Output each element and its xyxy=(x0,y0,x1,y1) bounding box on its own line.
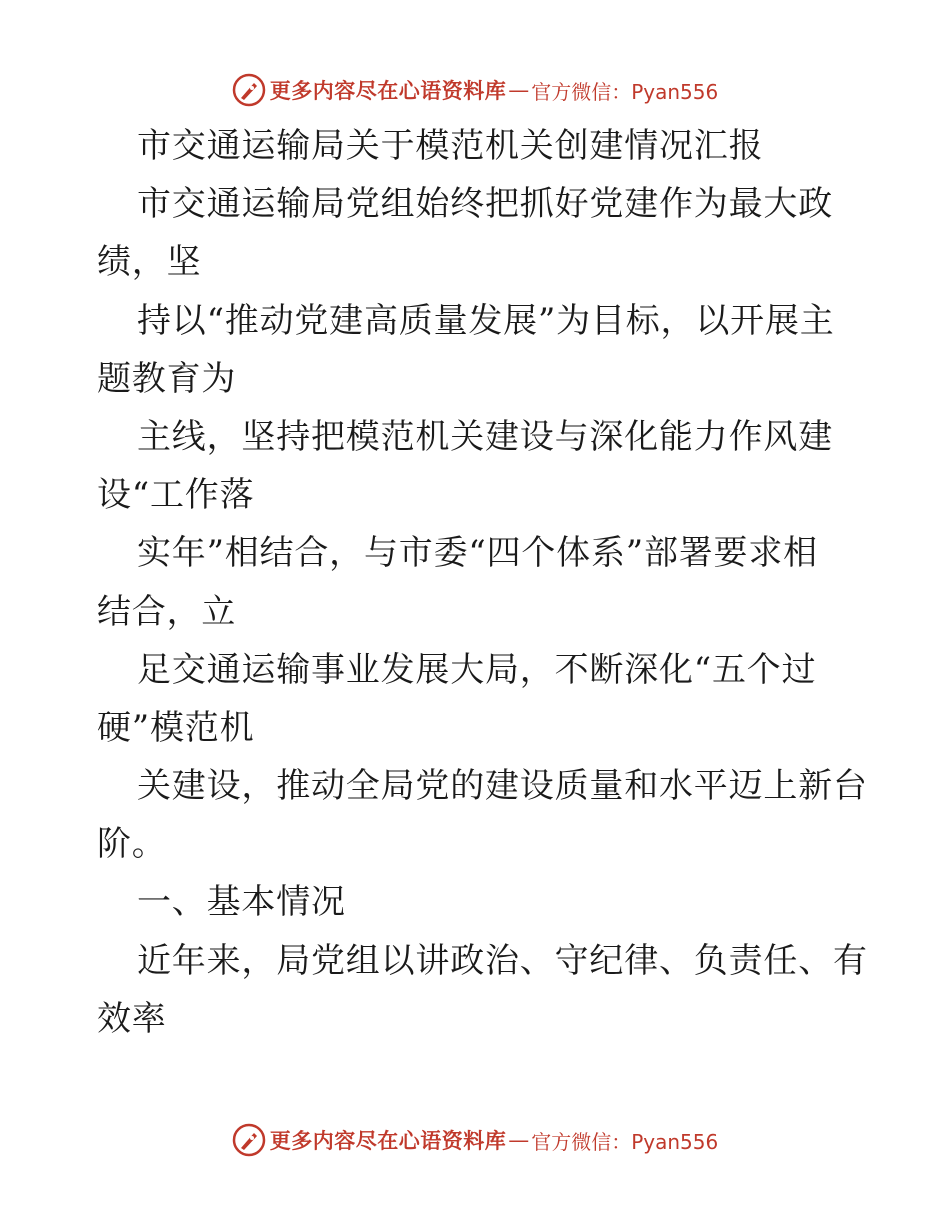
section-heading: 一、基本情况 xyxy=(137,882,346,923)
paragraph-line: 足交通运输事业发展大局，不断深化“五个过 xyxy=(137,649,817,690)
paragraph-line: 关建设，推动全局党的建设质量和水平迈上新台 xyxy=(137,766,868,807)
banner-wechat: 官方微信：Pyan556 xyxy=(531,1129,719,1154)
paragraph-line: 效率 xyxy=(97,998,167,1039)
paragraph-line: 实年”相结合，与市委“四个体系”部署要求相 xyxy=(137,533,818,574)
document-title: 市交通运输局关于模范机关创建情况汇报 xyxy=(137,126,764,166)
header-banner xyxy=(0,70,950,110)
footer-banner xyxy=(0,1120,950,1160)
paragraph-line: 市交通运输局党组始终把抓好党建作为最大政 xyxy=(137,184,833,225)
paragraph-line: 持以“推动党建高质量发展”为目标，以开展主 xyxy=(137,300,835,341)
document-body xyxy=(97,117,868,1048)
banner-separator: — xyxy=(508,78,530,102)
paragraph-line: 硬”模范机 xyxy=(97,707,255,748)
paragraph-line: 主线，坚持把模范机关建设与深化能力作风建 xyxy=(137,416,833,457)
paragraph-line: 设“工作落 xyxy=(97,475,255,516)
pen-nib-logo-icon xyxy=(232,73,266,107)
paragraph-line: 题教育为 xyxy=(97,358,237,399)
pen-nib-logo-icon xyxy=(232,1123,266,1157)
banner-separator: — xyxy=(508,1128,530,1152)
banner-wechat: 官方微信：Pyan556 xyxy=(531,79,719,104)
banner-text: 更多内容尽在心语资料库 xyxy=(269,1128,507,1153)
paragraph-line: 结合，立 xyxy=(97,591,237,632)
banner-text: 更多内容尽在心语资料库 xyxy=(269,78,507,103)
paragraph-line: 绩，坚 xyxy=(97,242,202,283)
paragraph-line: 近年来，局党组以讲政治、守纪律、负责任、有 xyxy=(137,940,868,981)
paragraph-line: 阶。 xyxy=(97,824,167,865)
